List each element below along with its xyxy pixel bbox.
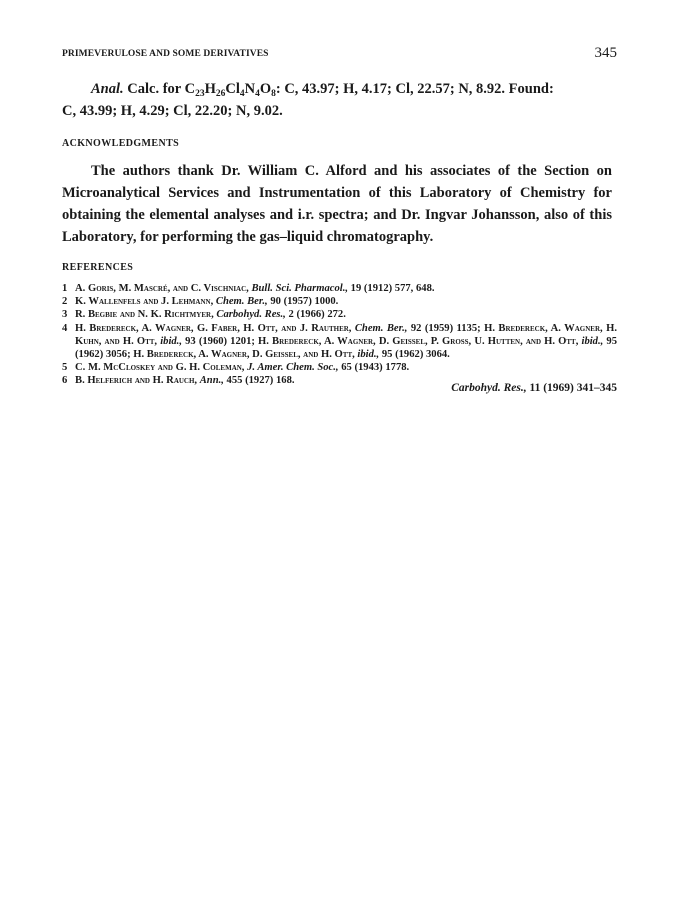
- reference-authors: K. Wallenfels and J. Lehmann,: [75, 296, 214, 308]
- reference-authors: H. Bredereck, A. Wagner, D. Geissel, and H. Ott,: [133, 349, 355, 361]
- reference-journal: J. Amer. Chem. Soc.,: [247, 362, 339, 374]
- reference-number: 6: [62, 375, 68, 387]
- reference-journal: Bull. Sci. Pharmacol.,: [251, 283, 348, 294]
- reference-number: 3: [62, 309, 68, 321]
- reference-item: [62, 295, 617, 308]
- reference-authors: A. Goris, M. Mascré, and C. Vischniac,: [75, 283, 249, 294]
- analysis-label: Anal.: [91, 81, 124, 97]
- reference-item: [62, 361, 617, 374]
- reference-item: [62, 282, 617, 295]
- acknowledgments-text: The authors thank Dr. William C. Alford and his associates of the Section on Microanalytical Services and Instrumentation of this Laboratory of Chemistry for obtaining the elemental analyses and i.r. spectra; and Dr. Ingvar Johansson, also of this Laboratory, for performing the gas–liquid chromatography.: [62, 163, 612, 245]
- reference-authors: C. M. McCloskey and G. H. Coleman,: [75, 362, 245, 374]
- analysis-line-calc: [62, 78, 612, 100]
- reference-citation: 65 (1943) 1778.: [341, 362, 410, 374]
- running-title: PRIMEVERULOSE AND SOME DERIVATIVES: [62, 49, 269, 59]
- molecular-formula: $C_{23}H_{26}Cl_4N_4O_8$: [184, 81, 276, 99]
- reference-authors: R. Begbie and N. K. Richtmyer,: [75, 309, 214, 321]
- reference-number: 4: [62, 322, 68, 334]
- reference-citation: 95 (1962) 3056;: [75, 335, 617, 361]
- reference-citation: 93 (1960) 1201;: [185, 335, 255, 347]
- reference-item: [62, 322, 617, 362]
- reference-journal: Chem. Ber.,: [354, 322, 408, 334]
- reference-journal: Chem. Ber.,: [215, 296, 268, 308]
- reference-list: [62, 282, 617, 388]
- footer-journal: Carbohyd. Res.,: [451, 382, 527, 394]
- reference-journal: ibid.,: [581, 335, 604, 347]
- reference-citation: 95 (1962) 3064.: [381, 349, 450, 361]
- reference-citation: 90 (1957) 1000.: [270, 296, 339, 308]
- reference-authors: B. Helferich and H. Rauch,: [75, 375, 198, 387]
- page-number: 345: [594, 45, 617, 61]
- reference-number: 2: [62, 296, 68, 308]
- reference-authors: H. Bredereck, A. Wagner, D. Geissel, P. Gross, U. Hutten, and H. Ott,: [258, 335, 579, 347]
- reference-authors: H. Bredereck, A. Wagner, H. Kuhn, and H. Ott,: [75, 322, 617, 347]
- reference-number: 1: [62, 283, 68, 294]
- reference-journal: ibid.,: [160, 335, 182, 347]
- reference-citation: 2 (1966) 272.: [288, 309, 346, 321]
- reference-item: [62, 308, 617, 321]
- reference-citation: 455 (1927) 168.: [226, 375, 295, 387]
- calc-values: : C, 43.97; H, 4.17; Cl, 22.57; N, 8.92. Found:: [275, 81, 554, 97]
- running-head: [62, 47, 617, 63]
- reference-journal: Ann.,: [199, 375, 224, 387]
- elemental-analysis: [62, 78, 612, 122]
- found-values: C, 43.99; H, 4.29; Cl, 22.20; N, 9.02.: [62, 103, 283, 119]
- reference-authors: H. Bredereck, A. Wagner, G. Faber, H. Ott, and J. Rauther,: [75, 322, 352, 334]
- calc-prefix: Calc. for: [127, 81, 181, 97]
- reference-journal: ibid.,: [357, 349, 380, 361]
- reference-journal: Carbohyd. Res.,: [216, 309, 286, 321]
- acknowledgments-heading: ACKNOWLEDGMENTS: [62, 138, 180, 149]
- footer-citation: [451, 382, 617, 394]
- references-heading: REFERENCES: [62, 262, 134, 273]
- reference-citation: 92 (1959) 1135;: [410, 322, 481, 334]
- reference-citation: 19 (1912) 577, 648.: [350, 283, 435, 294]
- reference-number: 5: [62, 362, 68, 374]
- footer-volume: 11 (1969) 341–345: [529, 382, 617, 394]
